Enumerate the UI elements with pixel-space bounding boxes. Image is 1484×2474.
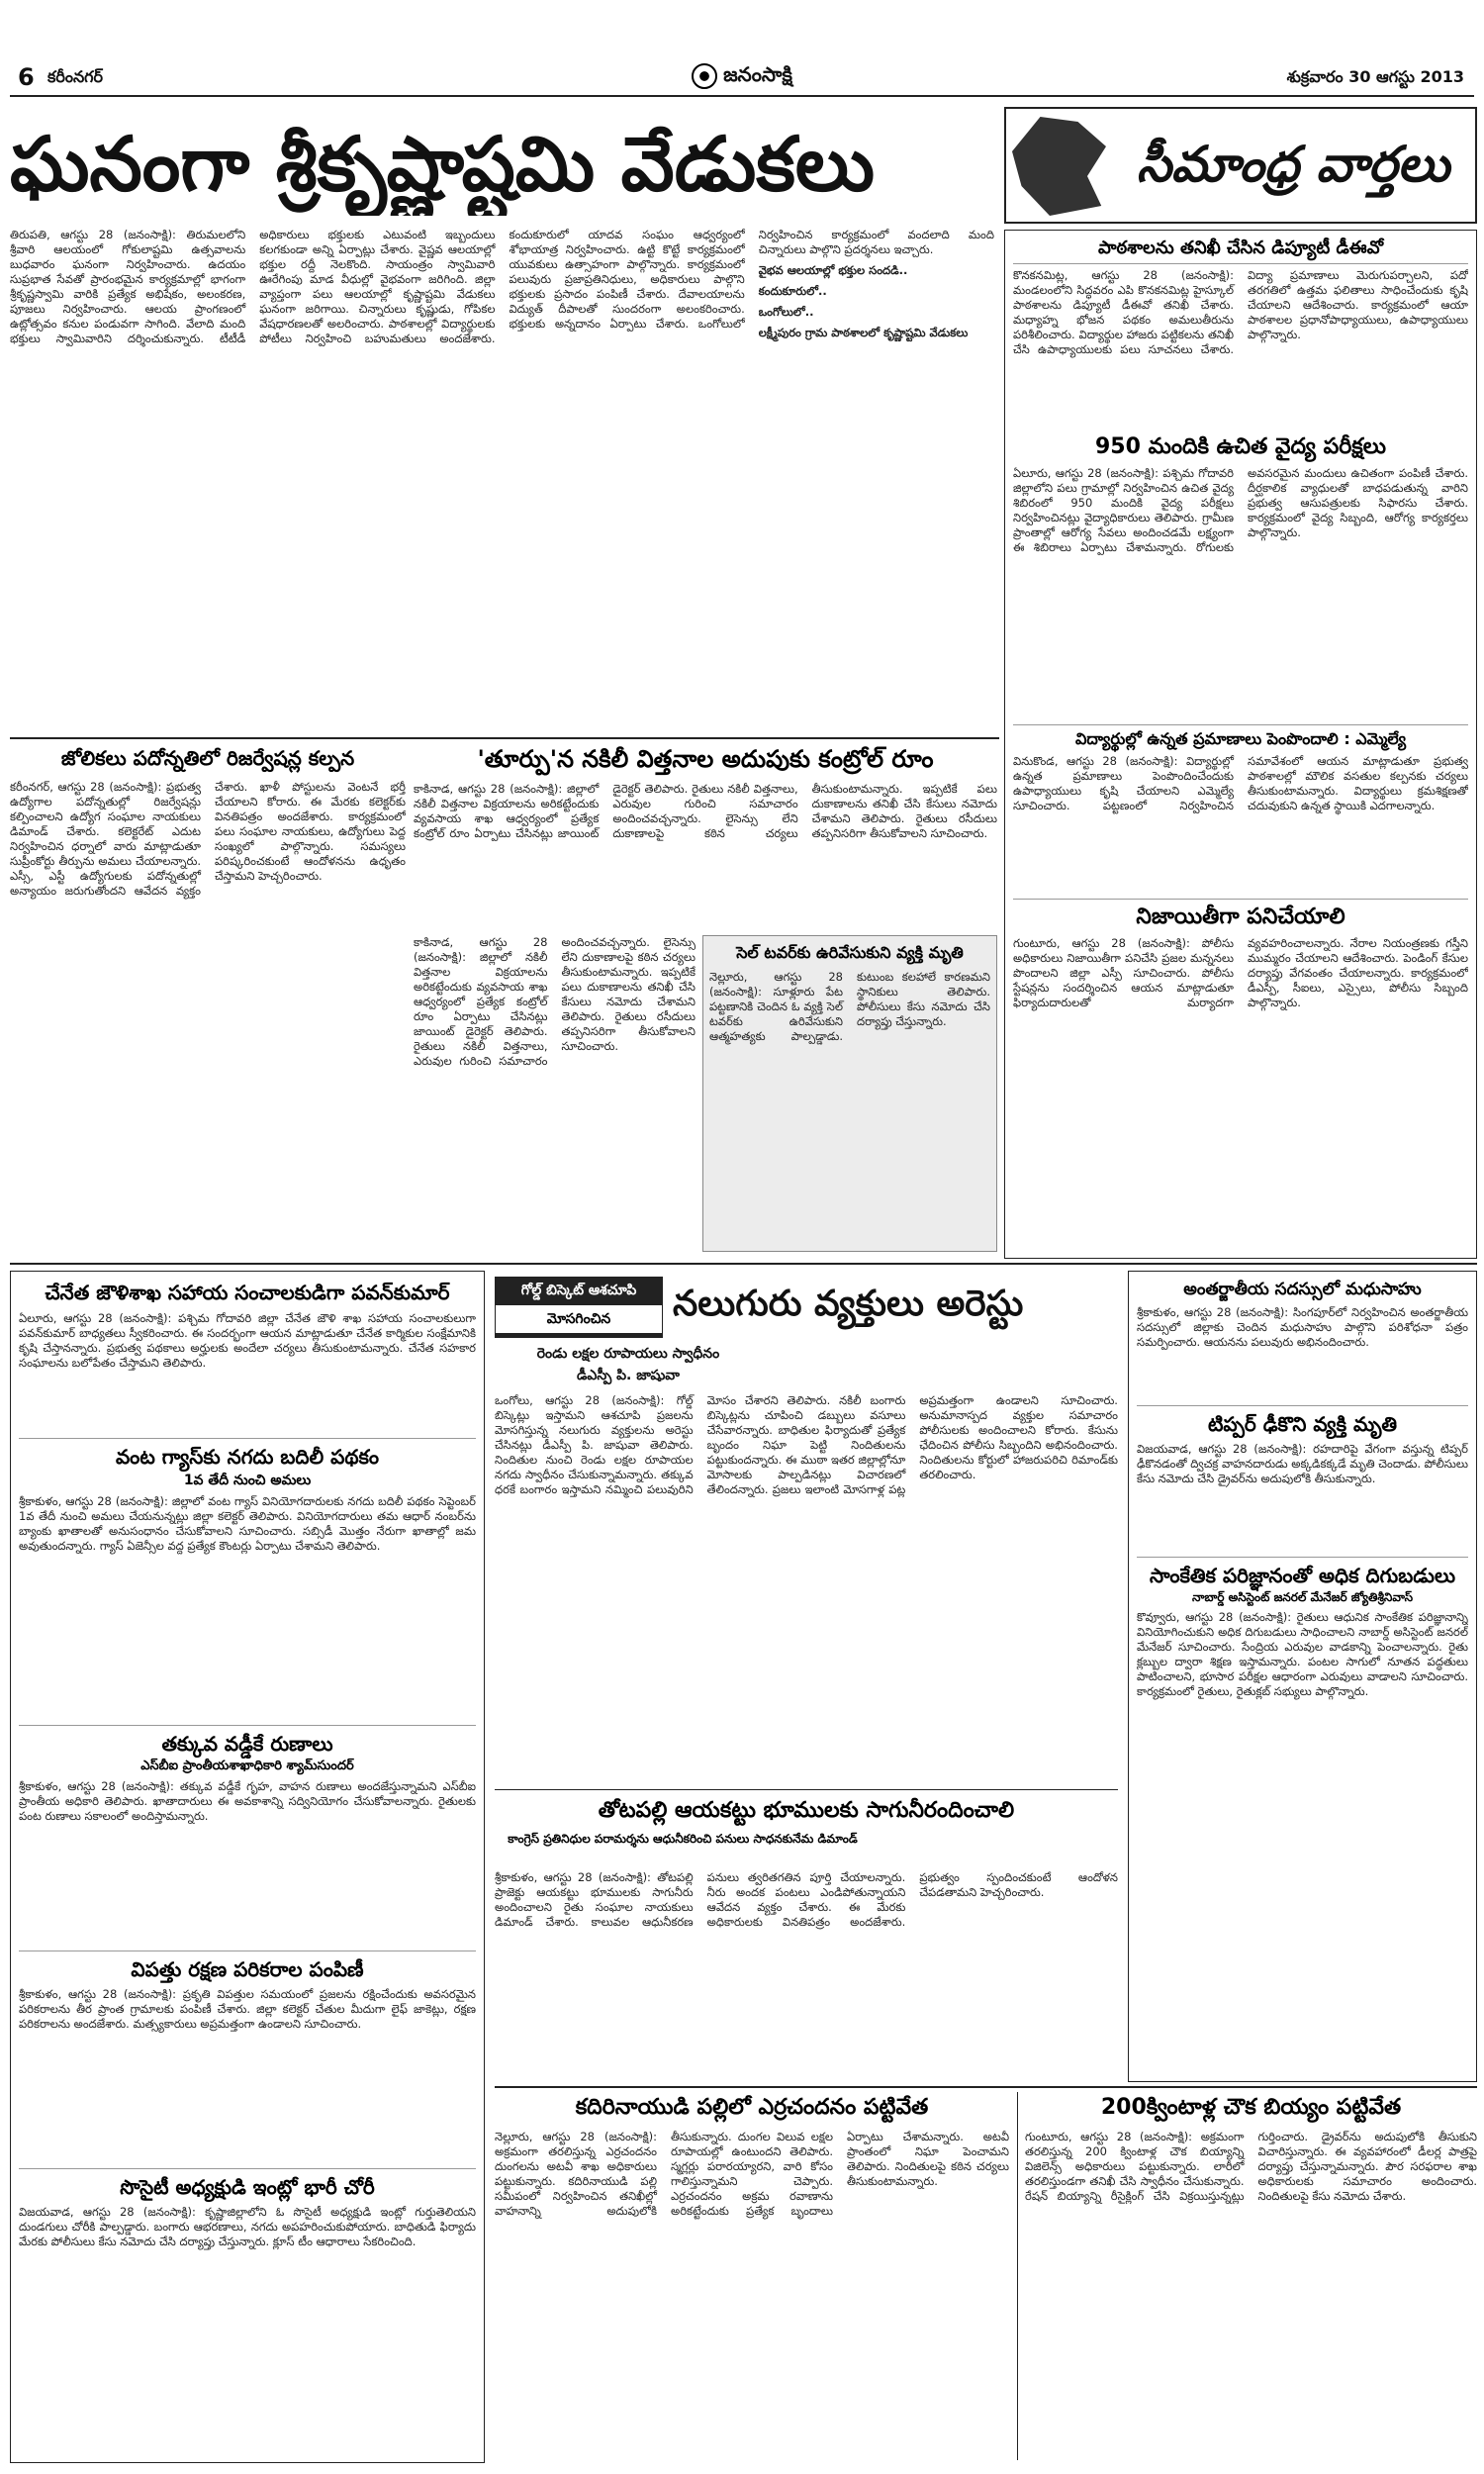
mid-story-3-body: నెల్లూరు, ఆగస్టు 28 (జనంసాక్షి): సూళ్లూరు పేట పట్టణానికి చెందిన ఓ వ్యక్తి సెల్ టవర్‌కు ఉరివేసుకుని ఆత్మహత్యకు పాల్పడ్డాడు. కుటుంబ కలహాలే కారణమని స్థానికులు తెలిపారు. పోలీసులు కేసు నమోదు చేసి దర్యాప్తు చేస్తున్నారు. xyxy=(709,970,990,1043)
mid-story-2-continuation: కాకినాడ, ఆగస్టు 28 (జనంసాక్షి): జిల్లాలో నకిలీ విత్తనాల విక్రయాలను అరికట్టేందుకు వ్యవసాయ శాఖ ఆధ్వర్యంలో ప్రత్యేక కంట్రోల్ రూం ఏర్పాటు చేసినట్లు జాయింట్ డైరెక్టర్ తెలిపారు. రైతులు నకిలీ విత్తనాలు, ఎరువుల గురించి సమాచారం అందించవచ్చన్నారు. లైసెన్సు లేని దుకాణాలపై కఠిన చర్యలు తీసుకుంటామన్నారు. ఇప్పటికే పలు దుకాణాలను తనిఖీ చేసి కేసులు నమోదు చేశామని తెలిపారు. రైతులు రసీదులు తప్పనిసరిగా తీసుకోవాలని సూచించారు. xyxy=(414,935,696,1068)
arrest-tag-bottom: మోసగించిన xyxy=(495,1304,663,1334)
center-story-2-body: శ్రీకాకుళం, ఆగస్టు 28 (జనంసాక్షి): తోటపల్లి ప్రాజెక్టు ఆయకట్టు భూములకు సాగునీరు అందించాలని రైతు సంఘాల నాయకులు డిమాండ్ చేశారు. కాలువల ఆధునీకరణ పనులు త్వరితగతిన పూర్తి చేయాలన్నారు. నీరు అందక పంటలు ఎండిపోతున్నాయని ఆవేదన వ్యక్తం చేశారు. ఈ మేరకు అధికారులకు వినతిపత్రం అందజేశారు. ప్రభుత్వం స్పందించకుంటే ఆందోళన చేపడతామని హెచ్చరించారు. xyxy=(495,1870,1118,1929)
right-story-2-body: ఏలూరు, ఆగస్టు 28 (జనంసాక్షి): పశ్చిమ గోదావరి జిల్లాలోని పలు గ్రామాల్లో నిర్వహించిన ఉచిత వైద్య శిబిరంలో 950 మందికి వైద్య పరీక్షలు నిర్వహించినట్లు వైద్యాధికారులు తెలిపారు. గ్రామీణ ప్రాంతాల్లో ఆరోగ్య సేవలు అందించడమే లక్ష్యంగా ఈ శిబిరాలు ఏర్పాటు చేశామన్నారు. రోగులకు అవసరమైన మందులు ఉచితంగా పంపిణీ చేశారు. దీర్ఘకాలిక వ్యాధులతో బాధపడుతున్న వారిని ప్రభుత్వ ఆసుపత్రులకు సిఫారసు చేశారు. కార్యక్రమంలో వైద్య సిబ్బంది, ఆరోగ్య కార్యకర్తలు పాల్గొన్నారు. xyxy=(1013,466,1468,554)
right-story-2-title: 950 మందికి ఉచిత వైద్య పరీక్షలు xyxy=(1094,434,1386,459)
bottom-rule xyxy=(495,2086,1477,2088)
banner-headline: ఘనంగా శ్రీకృష్ణాష్టమి వేడుకలు xyxy=(10,120,876,208)
mid-story-2-body-cont xyxy=(414,935,696,1252)
center-rule xyxy=(495,1789,1118,1790)
center-story-2-title: తోటపల్లి ఆయకట్టు భూములకు సాగునీరందించాలి xyxy=(598,1798,1015,1823)
arrest-tag-box xyxy=(495,1277,663,1338)
lower-left-column xyxy=(10,1271,485,2463)
low-left-story-3-body: శ్రీకాకుళం, ఆగస్టు 28 (జనంసాక్షి): తక్కువ వడ్డీకే గృహ, వాహన రుణాలు అందజేస్తున్నామని ఎస్‌బీఐ ప్రాంతీయ అధికారి తెలిపారు. ఖాతాదారులు ఈ అవకాశాన్ని సద్వినియోగం చేసుకోవాలన్నారు. రైతులకు పంట రుణాలు సకాలంలో అందిస్తామన్నారు. xyxy=(19,1779,476,1823)
low-left-story-5-body: విజయవాడ, ఆగస్టు 28 (జనంసాక్షి): కృష్ణాజిల్లాలోని ఓ సొసైటీ అధ్యక్షుడి ఇంట్లో గుర్తుతెలియని దుండగులు చోరీకి పాల్పడ్డారు. బంగారు ఆభరణాలు, నగదు అపహరించుకుపోయారు. బాధితుడి ఫిర్యాదు మేరకు పోలీసులు కేసు నమోదు చేసి దర్యాప్తు చేస్తున్నారు. క్లూస్ టీం ఆధారాలు సేకరించింది. xyxy=(19,2205,476,2248)
bottom-story-2-body: గుంటూరు, ఆగస్టు 28 (జనంసాక్షి): అక్రమంగా తరలిస్తున్న 200 క్వింటాళ్ల చౌక బియ్యాన్ని విజిలెన్స్ అధికారులు పట్టుకున్నారు. లారీలో తరలిస్తుండగా తనిఖీ చేసి స్వాధీనం చేసుకున్నారు. రేషన్ బియ్యాన్ని రీసైక్లింగ్ చేసి విక్రయిస్తున్నట్లు గుర్తించారు. డ్రైవర్‌ను అదుపులోకి తీసుకుని విచారిస్తున్నారు. ఈ వ్యవహారంలో డీలర్ల పాత్రపై దర్యాప్తు చేస్తున్నామన్నారు. పౌర సరఫరాల శాఖ అధికారులకు సమాచారం అందించారు. నిందితులపై కేసు నమోదు చేశారు. xyxy=(1025,2130,1477,2203)
mid-rule xyxy=(10,737,999,739)
low-right-story-3-sub: నాబార్డ్ అసిస్టెంట్ జనరల్ మేనేజర్ జ్యోతిశ్రీనివాస్ xyxy=(1191,1590,1413,1604)
right-story-3-body: వినుకొండ, ఆగస్టు 28 (జనంసాక్షి): విద్యార్థుల్లో ఉన్నత ప్రమాణాలు పెంపొందించేందుకు ఉపాధ్యాయులు కృషి చేయాలని ఎమ్మెల్యే సూచించారు. పట్టణంలో నిర్వహించిన సమావేశంలో ఆయన మాట్లాడుతూ ప్రభుత్వ పాఠశాలల్లో మౌలిక వసతుల కల్పనకు చర్యలు తీసుకుంటామన్నారు. విద్యార్థులు క్రమశిక్షణతో చదువుకుని ఉన్నత స్థాయికి ఎదగాలన్నారు. xyxy=(1013,754,1468,812)
low-left-story-4-title: విపత్తు రక్షణ పరికరాల పంపిణీ xyxy=(19,1951,476,1983)
right-story-4-body: గుంటూరు, ఆగస్టు 28 (జనంసాక్షి): పోలీసు అధికారులు నిజాయితీగా పనిచేసి ప్రజల మన్ననలు పొందాలని జిల్లా ఎస్పీ సూచించారు. పోలీసు స్టేషన్లను సందర్శించిన ఆయన మాట్లాడుతూ ఫిర్యాదుదారులతో మర్యాదగా వ్యవహరించాలన్నారు. నేరాల నియంత్రణకు గస్తీని ముమ్మరం చేయాలని ఆదేశించారు. పెండింగ్ కేసుల దర్యాప్తు వేగవంతం చేయాలన్నారు. కార్యక్రమంలో డీఎస్పీ, సీఐలు, ఎస్సైలు, పోలీసు సిబ్బంది పాల్గొన్నారు. xyxy=(1013,936,1468,1009)
mid-story-3-title: సెల్ టవర్‌కు ఉరివేసుకుని వ్యక్తి మృతి xyxy=(736,943,964,962)
banner-body-text: తిరుపతి, ఆగస్టు 28 (జనంసాక్షి): తిరుమలలోని శ్రీవారి ఆలయంలో గోకులాష్టమి ఉత్సవాలను బుధవారం ఘనంగా నిర్వహించారు. ఉదయం సుప్రభాత సేవతో ప్రారంభమైన కార్యక్రమాల్లో భాగంగా శ్రీకృష్ణస్వామి వారికి ప్రత్యేక అభిషేకం, అలంకరణ, పూజలు నిర్వహించారు. ఆలయ ప్రాంగణంలో ఉట్లోత్సవం కనుల పండువగా సాగింది. వేలాది మంది భక్తులు స్వామివారిని దర్శించుకున్నారు. టీటీడీ అధికారులు భక్తులకు ఎటువంటి ఇబ్బందులు కలగకుండా అన్ని ఏర్పాట్లు చేశారు. వైష్ణవ ఆలయాల్లో భక్తుల రద్దీ నెలకొంది. సాయంత్రం స్వామివారి ఊరేగింపు మాడ వీధుల్లో వైభవంగా జరిగింది. జిల్లా వ్యాప్తంగా పలు ఆలయాల్లో కృష్ణాష్టమి వేడుకలు ఘనంగా జరిగాయి. చిన్నారులు కృష్ణుడు, గోపికల వేషధారణలతో అలరించారు. పాఠశాలల్లో విద్యార్థులకు పోటీలు నిర్వహించి బహుమతులు అందజేశారు. కందుకూరులో యాదవ సంఘం ఆధ్వర్యంలో శోభాయాత్ర నిర్వహించారు. ఉట్టి కొట్టే కార్యక్రమంలో యువకులు ఉత్సాహంగా పాల్గొన్నారు. కార్యక్రమంలో పలువురు ప్రజాప్రతినిధులు, అధికారులు పాల్గొని భక్తులకు ప్రసాదం పంపిణీ చేశారు. దేవాలయాలను విద్యుత్ దీపాలతో సుందరంగా అలంకరించారు. భక్తులకు అన్నదానం ఏర్పాటు చేశారు. ఒంగోలులో నిర్వహించిన కార్యక్రమంలో వందలాది మంది చిన్నారులు పాల్గొని ప్రదర్శనలు ఇచ్చారు. xyxy=(10,228,994,345)
low-left-story-4-body: శ్రీకాకుళం, ఆగస్టు 28 (జనంసాక్షి): ప్రకృతి విపత్తుల సమయంలో ప్రజలను రక్షించేందుకు అవసరమైన పరికరాలను తీర ప్రాంత గ్రామాలకు పంపిణీ చేశారు. జిల్లా కలెక్టర్ చేతుల మీదుగా లైఫ్ జాకెట్లు, రక్షణ పరికరాలను అందజేశారు. మత్స్యకారులు అప్రమత్తంగా ఉండాలని సూచించారు. xyxy=(19,1987,476,2031)
banner-sub-heading-2: కందుకూరులో.. xyxy=(758,284,827,298)
center-story-1-sub2: డీఎస్పీ పి. జాషువా xyxy=(577,1368,680,1383)
banner-sub-heading-4: లక్ష్మీపురం గ్రామ పాఠశాలలో కృష్ణాష్టమి వేడుకలు xyxy=(758,326,969,339)
brand-title: సీమాంధ్ర వార్తలు xyxy=(1136,135,1450,193)
banner-story-body xyxy=(10,228,994,732)
cell-tower-story-box xyxy=(702,935,997,1252)
banner-sub-heading-3: ఒంగోలులో.. xyxy=(758,305,814,319)
low-left-story-2-sub: 1వ తేదీ నుంచి అమలు xyxy=(183,1473,312,1488)
header-rule xyxy=(10,95,1474,97)
low-left-story-1-body: ఏలూరు, ఆగస్టు 28 (జనంసాక్షి): పశ్చిమ గోదావరి జిల్లా చేనేత జౌళి శాఖ సహాయ సంచాలకులుగా పవన్‌కుమార్ బాధ్యతలు స్వీకరించారు. ఈ సందర్భంగా ఆయన మాట్లాడుతూ చేనేత కార్మికుల సంక్షేమానికి కృషి చేస్తానన్నారు. ప్రభుత్వ పథకాలు అర్హులకు అందేలా చర్యలు తీసుకుంటామన్నారు. చేనేత సహకార సంఘాలను బలోపేతం చేస్తామని తెలిపారు. xyxy=(19,1311,476,1370)
low-right-story-2-body: విజయవాడ, ఆగస్టు 28 (జనంసాక్షి): రహదారిపై వేగంగా వస్తున్న టిప్పర్ ఢీకొనడంతో ద్విచక్ర వాహనదారుడు అక్కడికక్కడే మృతి చెందాడు. పోలీసులు కేసు నమోదు చేసి డ్రైవర్‌ను అదుపులోకి తీసుకున్నారు. xyxy=(1137,1442,1468,1485)
arrest-tag-top: గోల్డ్ బిస్కెట్ ఆశచూపి xyxy=(520,1283,637,1298)
low-left-story-2-body: శ్రీకాకుళం, ఆగస్టు 28 (జనంసాక్షి): జిల్లాలో వంట గ్యాస్ వినియోగదారులకు నగదు బదిలీ పథకం సెప్టెంబర్ 1వ తేదీ నుంచి అమలు చేయనున్నట్లు జిల్లా కలెక్టర్ తెలిపారు. వినియోగదారులు తమ ఆధార్ నంబర్‌ను బ్యాంకు ఖాతాలతో అనుసంధానం చేసుకోవాలని సూచించారు. సబ్సిడీ మొత్తం నేరుగా ఖాతాల్లో జమ అవుతుందన్నారు. గ్యాస్ ఏజెన్సీల వద్ద ప్రత్యేక కౌంటర్లు ఏర్పాటు చేశామని తెలిపారు. xyxy=(19,1494,476,1553)
low-left-story-2-title: వంట గ్యాస్‌కు నగదు బదిలీ పథకం xyxy=(19,1438,476,1471)
issue-date: శుక్రవారం 30 ఆగస్టు 2013 xyxy=(1286,67,1464,86)
low-right-story-1-body: శ్రీకాకుళం, ఆగస్టు 28 (జనంసాక్షి): సింగపూర్‌లో నిర్వహించిన అంతర్జాతీయ సదస్సులో జిల్లాకు చెందిన మధుసాహు పాల్గొని పరిశోధనా పత్రం సమర్పించారు. ఆయనను పలువురు అభినందించారు. xyxy=(1137,1305,1468,1349)
bottom-story-1-body: నెల్లూరు, ఆగస్టు 28 (జనంసాక్షి): అక్రమంగా తరలిస్తున్న ఎర్రచందనం దుంగలను అటవీ శాఖ అధికారులు పట్టుకున్నారు. కదిరినాయుడి పల్లి సమీపంలో నిర్వహించిన తనిఖీల్లో వాహనాన్ని అదుపులోకి తీసుకున్నారు. దుంగల విలువ లక్షల రూపాయల్లో ఉంటుందని తెలిపారు. స్మగ్లర్లు పరారయ్యారని, వారి కోసం గాలిస్తున్నామని చెప్పారు. ఎర్రచందనం అక్రమ రవాణాను అరికట్టేందుకు ప్రత్యేక బృందాలు ఏర్పాటు చేశామన్నారు. అటవీ ప్రాంతంలో నిఘా పెంచామని తెలిపారు. నిందితులపై కఠిన చర్యలు తీసుకుంటామన్నారు. xyxy=(495,2130,1009,2218)
mid-story-2-title: 'తూర్పు'న నకిలీ విత్తనాల అదుపుకు కంట్రోల్ రూం xyxy=(477,745,934,773)
banner-sub-heading-1: వైభవ ఆలయాల్లో భక్తుల సందడి.. xyxy=(758,263,908,277)
bottom-story-1-title: కదిరినాయుడి పల్లిలో ఎర్రచందనం పట్టివేత xyxy=(575,2095,929,2120)
map-graphic xyxy=(1012,117,1106,216)
right-story-1-body: కొనకనమిట్ల, ఆగస్టు 28 (జనంసాక్షి): మండలంలోని సిద్ధవరం ఎపి కొనకనమిట్ల హైస్కూల్ పాఠశాలను డిప్యూటీ డీఈవో తనిఖీ చేశారు. మధ్యాహ్న భోజన పథకం అమలుతీరును పరిశీలించారు. విద్యార్థుల హాజరు పట్టికలను తనిఖీ చేసి ఉపాధ్యాయులకు పలు సూచనలు చేశారు. విద్యా ప్రమాణాలు మెరుగుపర్చాలని, పదో తరగతిలో ఉత్తమ ఫలితాలు సాధించేందుకు కృషి చేయాలని ఆదేశించారు. కార్యక్రమంలో ఆయా పాఠశాలల ప్రధానోపాధ్యాయులు, ఉపాధ్యాయులు పాల్గొన్నారు. xyxy=(1013,268,1468,356)
low-left-story-1-title: చేనేత జౌళిశాఖ సహాయ సంచాలకుడిగా పవన్‌కుమార్ xyxy=(45,1281,450,1304)
right-story-4-title: నిజాయితీగా పనిచేయాలి xyxy=(1013,899,1468,932)
right-column xyxy=(1004,230,1477,1259)
low-left-story-3-title: తక్కువ వడ్డీకే రుణాలు xyxy=(19,1725,476,1758)
bottom-col-divider xyxy=(1017,2092,1018,2460)
page-number: 6 xyxy=(18,63,35,91)
paper-name: జనంసాక్షి xyxy=(723,61,792,86)
low-right-story-2-title: టిప్పర్ ఢీకొని వ్యక్తి మృతి xyxy=(1137,1405,1468,1438)
lower-right-column xyxy=(1128,1271,1477,2082)
center-story-1-title: నలుగురు వ్యక్తులు అరెస్టు xyxy=(673,1284,1024,1324)
mid-story-1-title: జోలికలు పదోన్నతిలో రిజర్వేషన్ల కల్పన xyxy=(60,746,355,770)
center-story-1-sub1: రెండు లక్షల రూపాయలు స్వాధీనం xyxy=(536,1346,720,1362)
logo-icon xyxy=(692,63,717,89)
right-story-3-title: విద్యార్థుల్లో ఉన్నత ప్రమాణాలు పెంపొందాలి : ఎమ్మెల్యే xyxy=(1013,724,1468,750)
low-left-story-5-title: సొసైటీ అధ్యక్షుడి ఇంట్లో భారీ చోరీ xyxy=(19,2168,476,2201)
header xyxy=(10,57,1474,97)
low-right-story-3-body: కొవ్వూరు, ఆగస్టు 28 (జనంసాక్షి): రైతులు ఆధునిక సాంకేతిక పరిజ్ఞానాన్ని వినియోగించుకుని అధిక దిగుబడులు సాధించాలని నాబార్డ్ అసిస్టెంట్ జనరల్ మేనేజర్ సూచించారు. సేంద్రియ ఎరువుల వాడకాన్ని పెంచాలన్నారు. రైతు క్లబ్బుల ద్వారా శిక్షణ ఇస్తామన్నారు. పంటల సాగులో నూతన పద్ధతులు పాటించాలని, భూసార పరీక్షల ఆధారంగా ఎరువులు వాడాలని సూచించారు. కార్యక్రమంలో రైతులు, రైతుక్లబ్ సభ్యులు పాల్గొన్నారు. xyxy=(1137,1610,1468,1698)
low-right-story-1-title: అంతర్జాతీయ సదస్సులో మధుసాహు xyxy=(1183,1280,1422,1299)
seemandhra-brand-box xyxy=(1004,107,1477,224)
low-left-story-3-sub: ఎస్‌బీఐ ప్రాంతీయశాఖాధికారి శ్యామ్‌సుందర్ xyxy=(140,1759,354,1773)
lower-rule xyxy=(10,1263,1477,1265)
right-story-1-title: పాఠశాలను తనిఖీ చేసిన డిప్యూటీ డీఈవో xyxy=(1013,237,1468,264)
mid-story-1-body: కరీంనగర్, ఆగస్టు 28 (జనంసాక్షి): ప్రభుత్వ ఉద్యోగాల పదోన్నతుల్లో రిజర్వేషన్లు కల్పించాలని ఉద్యోగ సంఘాల నాయకులు డిమాండ్ చేశారు. కలెక్టరేట్ ఎదుట నిర్వహించిన ధర్నాలో వారు మాట్లాడుతూ సుప్రీంకోర్టు తీర్పును అమలు చేయాలన్నారు. ఎస్సీ, ఎస్టీ ఉద్యోగులకు పదోన్నతుల్లో అన్యాయం జరుగుతోందని ఆవేదన వ్యక్తం చేశారు. ఖాళీ పోస్టులను వెంటనే భర్తీ చేయాలని కోరారు. ఈ మేరకు కలెక్టర్‌కు వినతిపత్రం అందజేశారు. కార్యక్రమంలో పలు సంఘాల నాయకులు, ఉద్యోగులు పెద్ద సంఖ్యలో పాల్గొన్నారు. సమస్యలు పరిష్కరించకుంటే ఆందోళనను ఉధృతం చేస్తామని హెచ్చరించారు. xyxy=(10,780,406,898)
center-story-2-sub: కాంగ్రెస్ ప్రతినిధుల పరామర్శను ఆధునీకరించి పనులు సాధనకునేమ డిమాండ్ xyxy=(508,1832,858,1846)
bottom-story-2-title: 200క్వింటాళ్ల చౌక బియ్యం పట్టివేత xyxy=(1100,2095,1402,2120)
masthead-logo xyxy=(643,59,841,93)
center-story-1-body: ఒంగోలు, ఆగస్టు 28 (జనంసాక్షి): గోల్డ్ బిస్కెట్లు ఇస్తామని ఆశచూపి ప్రజలను మోసగిస్తున్న నలుగురు వ్యక్తులను అరెస్టు చేసినట్లు డీఎస్పీ పి. జాషువా తెలిపారు. నిందితుల నుంచి రెండు లక్షల రూపాయల నగదు స్వాధీనం చేసుకున్నామన్నారు. తక్కువ ధరకే బంగారం ఇస్తామని నమ్మించి పలువురిని మోసం చేశారని తెలిపారు. నకిలీ బంగారు బిస్కెట్లను చూపించి డబ్బులు వసూలు చేసేవారన్నారు. బాధితుల ఫిర్యాదుతో ప్రత్యేక బృందం నిఘా పెట్టి నిందితులను పట్టుకుందన్నారు. ఈ ముఠా ఇతర జిల్లాల్లోనూ మోసాలకు పాల్పడినట్లు విచారణలో తేలిందన్నారు. ప్రజలు ఇలాంటి మోసగాళ్ల పట్ల అప్రమత్తంగా ఉండాలని సూచించారు. అనుమానాస్పద వ్యక్తుల సమాచారం పోలీసులకు అందించాలని కోరారు. కేసును ఛేదించిన పోలీసు సిబ్బందిని అభినందించారు. నిందితులను కోర్టులో హాజరుపరిచి రిమాండ్‌కు తరలించారు. xyxy=(495,1393,1118,1496)
section-name: కరీంనగర్ xyxy=(47,67,104,86)
mid-story-2-body: కాకినాడ, ఆగస్టు 28 (జనంసాక్షి): జిల్లాలో నకిలీ విత్తనాల విక్రయాలను అరికట్టేందుకు వ్యవసాయ శాఖ ఆధ్వర్యంలో ప్రత్యేక కంట్రోల్ రూం ఏర్పాటు చేసినట్లు జాయింట్ డైరెక్టర్ తెలిపారు. రైతులు నకిలీ విత్తనాలు, ఎరువుల గురించి సమాచారం అందించవచ్చన్నారు. లైసెన్సు లేని దుకాణాలపై కఠిన చర్యలు తీసుకుంటామన్నారు. ఇప్పటికే పలు దుకాణాలను తనిఖీ చేసి కేసులు నమోదు చేశామని తెలిపారు. రైతులు రసీదులు తప్పనిసరిగా తీసుకోవాలని సూచించారు. xyxy=(414,782,997,840)
low-right-story-3-title: సాంకేతిక పరిజ్ఞానంతో అధిక దిగుబడులు xyxy=(1137,1557,1468,1589)
